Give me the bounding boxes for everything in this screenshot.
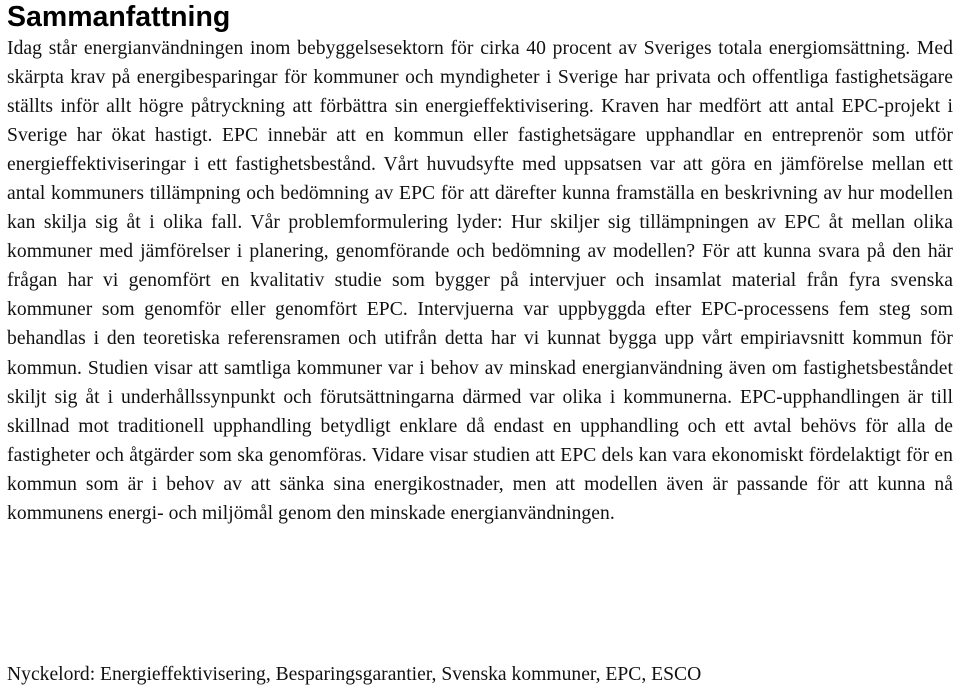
keywords-line: Nyckelord: Energieffektivisering, Besparingsgarantier, Svenska kommuner, EPC, ESCO: [7, 664, 702, 685]
document-page: [7, 0, 953, 685]
section-heading: Sammanfattning: [7, 1, 231, 33]
abstract-paragraph: Idag står energianvändningen inom bebyggelsesektorn för cirka 40 procent av Sveriges totala energiomsättning. Med skärpta krav på energibesparingar för kommuner och myndigheter i Sverige har privata och offentliga fastighetsägare ställts inför allt högre påtryckning att förbättra sin energieffektivisering. Kraven har medfört att antal EPC-projekt i Sverige har ökat hastigt. EPC innebär att en kommun eller fastighetsägare upphandlar en entreprenör som utför energieffektiviseringar i ett fastighetsbestånd. Vårt huvudsyfte med uppsatsen var att göra en jämförelse mellan ett antal kommuners tillämpning och bedömning av EPC för att därefter kunna framställa en beskrivning av hur modellen kan skilja sig åt i olika fall. Vår problemformulering lyder: Hur skiljer sig tillämpningen av EPC åt mellan olika kommuner med jämförelser i planering, genomförande och bedömning av modellen? För att kunna svara på den här frågan har vi genomfört en kvalitativ studie som bygger på intervjuer och insamlat material från fyra svenska kommuner som genomför eller genomfört EPC. Intervjuerna var uppbyggda efter EPC-processens fem steg som behandlas i den teoretiska referensramen och utifrån detta har vi kunnat bygga upp vårt empiriavsnitt kommun för kommun. Studien visar att samtliga kommuner var i behov av minskad energianvändning även om fastighetsbeståndet skiljt sig åt i underhållssynpunkt och förutsättningarna därmed var olika i kommunerna. EPC-upphandlingen är till skillnad mot traditionell upphandling betydligt enklare då endast en upphandling och ett avtal behövs för alla de fastigheter och åtgärder som ska genomföras. Vidare visar studien att EPC dels kan vara ekonomiskt fördelaktigt för en kommun som är i behov av att sänka sina energikostnader, men att modellen även är passande för att kunna nå kommunens energi- och miljömål genom den minskade energianvändningen.: [7, 38, 953, 524]
